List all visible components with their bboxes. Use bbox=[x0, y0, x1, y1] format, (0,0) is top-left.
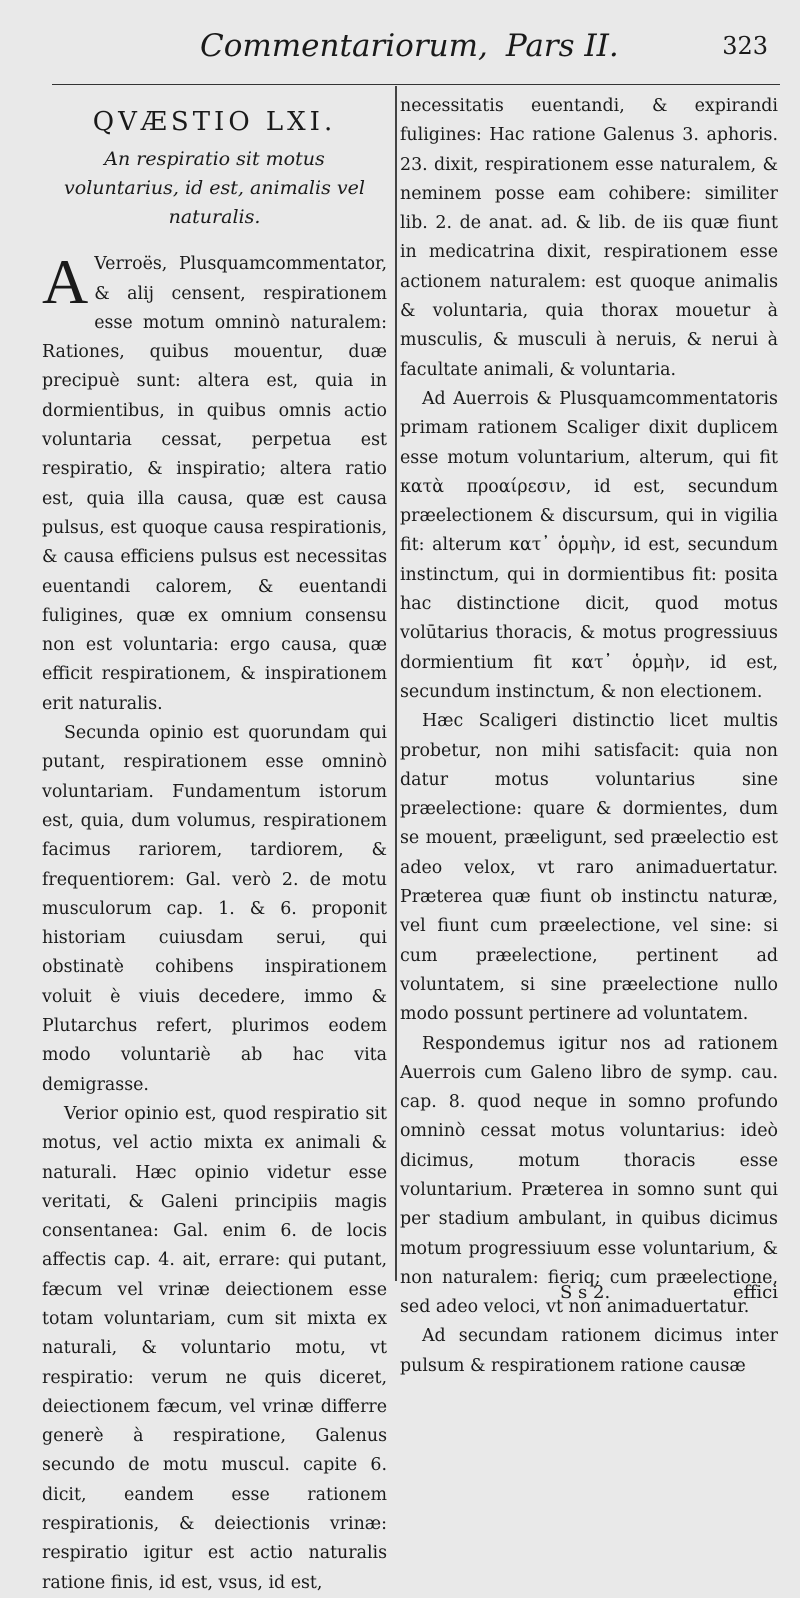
paragraph: Secunda opinio est quorundam qui putant, respirationem esse omninò voluntariam. Fundamentum istorum est, quia, dum volumus, respirationem facimus rariorem, tardiorem, & frequentiorem: Gal. verò 2. de motu musculorum cap. 1. & 6. proponit historiam cuiusdam serui, qui obstinatè cohibens inspirationem voluit è viuis decedere, immo & Plutarchus refert, plurimos eodem modo voluntariè ab hac vita demigrasse. bbox=[42, 723, 387, 1095]
running-head bbox=[200, 28, 768, 84]
page-number: 323 bbox=[722, 32, 768, 60]
paragraph: Hæc Scaligeri distinctio licet multis probetur, non mihi satisfacit: quia non datur motus voluntarius sine præelectione: quare & dormientes, dum se mouent, præeligunt, sed præelectio est adeo velox, vt raro animaduertatur. Præterea quæ fiunt ob instinctu naturæ, vel fiunt cum præelectione, vel sine: si cum præelectione, pertinent ad voluntatem, si sine præelectione nullo modo possunt pertinere ad voluntatem. bbox=[400, 711, 778, 1025]
header-rule bbox=[52, 84, 780, 85]
page-footer bbox=[400, 1282, 778, 1312]
paragraph: Ad Auerrois & Plusquamcommentatoris primam rationem Scaliger dixit duplicem esse motum voluntarium, alterum, qui fit κατὰ προαίρεσιν, id est, secundum præelectionem & discursum, qui in vigilia fit: alterum κατ᾽ ὁρμὴν, id est, secundum instinctum, qui in dormientibus fit: posita hac distinctione dicit, quod motus volūtarius thoracis, & motus progressiuus dormientium fit κατ᾽ ὁρμὴν, id est, secundum instinctum, & non electionem. bbox=[400, 388, 778, 702]
paragraph: Respondemus igitur nos ad rationem Auerrois cum Galeno libro de symp. cau. cap. 8. quod neque in somno profundo omninò cessat motus voluntarius: ideò dicimus, motum thoracis esse voluntarium. Præterea in somno sunt qui per stadium ambulant, in quibus dicimus motum progressiuum esse voluntarium, & non naturalem: fieriq; cum præelectione, sed adeo veloci, vt non animaduertatur. bbox=[400, 1033, 778, 1318]
paragraph: Verior opinio est, quod respiratio sit motus, vel actio mixta ex animali & naturali. Hæc opinio videtur esse veritati, & Galeni principiis magis consentanea: Gal. enim 6. de locis affectis cap. 4. ait, errare: qui putant, fæcum vel vrinæ deiectionem esse totam voluntariam, cum sit mixta ex naturali, & voluntario motu, vt respiratio: verum ne quis diceret, deiectionem fæcum, vel vrinæ differre generè à respiratione, Galenus secundo de motu muscul. capite 6. dicit, eandem esse rationem respirationis, & deiectionis vrinæ: respiratio igitur est actio naturalis ratione finis, id est, vsus, id est, bbox=[42, 1103, 387, 1593]
left-column bbox=[42, 92, 387, 1598]
signature-mark: S s 2. bbox=[560, 1282, 611, 1303]
question-title: QVÆSTIO LXI. bbox=[92, 107, 337, 137]
paragraph bbox=[42, 246, 387, 719]
catchword: effici bbox=[732, 1282, 778, 1303]
running-head-title: Commentariorum, bbox=[200, 28, 488, 64]
right-column bbox=[400, 92, 778, 1381]
column-divider bbox=[395, 86, 397, 1281]
paragraph-text: Verroës, Plusquamcommentator, & alij censent, respirationem esse motum omninò naturalem: Rationes, quibus mouentur, duæ precipuè sunt: altera est, quia in dormientibus, in quibus omnis actio voluntaria cessat, perpetua est respiratio, & inspiratio; altera ratio est, quia illa causa, quæ est causa pulsus, est quoque causa respirationis, & causa efficiens pulsus est necessitas euentandi calorem, & euentandi fuligines, quæ ex omnium consensu non est voluntaria: ergo causa, quæ efficit respirationem, & inspirationem erit naturalis. bbox=[42, 254, 387, 714]
paragraph: necessitatis euentandi, & expirandi fuligines: Hac ratione Galenus 3. aphoris. 23. dixit, respirationem esse naturalem, & neminem posse eam cohibere: similiter lib. 2. de anat. ad. & lib. de iis quæ fiunt in medicatrina dixit, respirationem esse actionem naturalem: est quoque animalis & voluntaria, quia thorax mouetur à musculis, & musculi à neruis, & nerui à facultate animali, & voluntaria. bbox=[400, 96, 778, 380]
running-head-part: Pars II. bbox=[505, 28, 619, 64]
question-subtitle: An respiratio sit motus voluntarius, id est, animalis vel naturalis. bbox=[64, 148, 365, 229]
paragraph: Ad secundam rationem dicimus inter pulsum & respirationem ratione causæ bbox=[400, 1326, 778, 1376]
drop-cap-initial: A bbox=[42, 246, 89, 318]
